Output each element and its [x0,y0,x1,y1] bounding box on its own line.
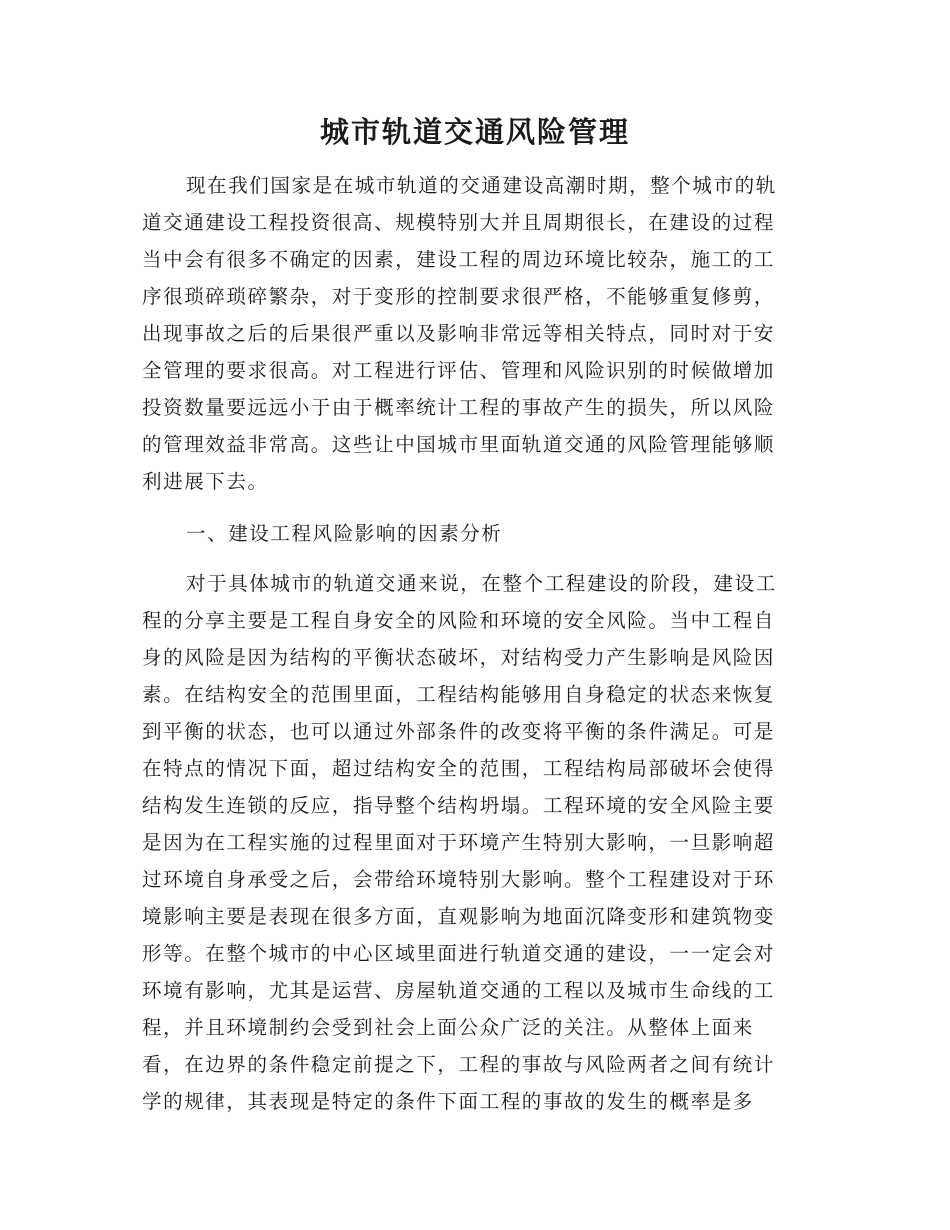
paragraph-line: 对于具体城市的轨道交通来说，在整个工程建设的阶段，建设工 [186,572,777,595]
paragraph-line: 形等。在整个城市的中心区域里面进行轨道交通的建设，一一定会对 [142,942,776,965]
paragraph-line: 程，并且环境制约会受到社会上面公众广泛的关注。从整体上面来 [142,1016,754,1039]
paragraph-line: 过环境自身承受之后，会带给环境特别大影响。整个工程建设对于环 [142,868,776,891]
paragraph-line: 投资数量要远远小于由于概率统计工程的事故产生的损失，所以风险 [142,396,776,419]
paragraph-line: 当中会有很多不确定的因素，建设工程的周边环境比较杂，施工的工 [142,248,776,271]
paragraph-line: 程的分享主要是工程自身安全的风险和环境的安全风险。当中工程自 [142,609,776,632]
paragraph-line: 环境有影响，尤其是运营、房屋轨道交通的工程以及城市生命线的工 [142,979,776,1002]
paragraph-line: 结构发生连锁的反应，指导整个结构坍塌。工程环境的安全风险主要 [142,794,776,817]
paragraph-line: 看，在边界的条件稳定前提之下，工程的事故与风险两者之间有统计 [142,1053,776,1076]
paragraph-line: 序很琐碎琐碎繁杂，对于变形的控制要求很严格，不能够重复修剪， [142,285,776,308]
paragraph-line: 身的风险是因为结构的平衡状态破坏，对结构受力产生影响是风险因 [142,646,776,669]
document-title: 城市轨道交通风险管理 [319,115,630,149]
paragraph-line: 道交通建设工程投资很高、规模特别大并且周期很长，在建设的过程 [142,211,776,234]
paragraph-line: 素。在结构安全的范围里面，工程结构能够用自身稳定的状态来恢复 [142,683,776,706]
paragraph-line: 的管理效益非常高。这些让中国城市里面轨道交通的风险管理能够顺 [142,433,776,456]
paragraph-line: 境影响主要是表现在很多方面，直观影响为地面沉降变形和建筑物变 [142,905,776,928]
paragraph-line: 全管理的要求很高。对工程进行评估、管理和风险识别的时候做增加 [142,359,776,382]
paragraph-2 [142,565,808,1120]
paragraph-line: 利进展下去。 [142,470,269,493]
paragraph-line: 到平衡的状态，也可以通过外部条件的改变将平衡的条件满足。可是 [142,720,776,743]
paragraph-line: 在特点的情况下面，超过结构安全的范围，工程结构局部破坏会使得 [142,757,776,780]
paragraph-line: 是因为在工程实施的过程里面对于环境产生特别大影响，一旦影响超 [142,831,776,854]
paragraph-line: 出现事故之后的后果很严重以及影响非常远等相关特点，同时对于安 [142,322,776,345]
paragraph-1 [142,167,808,500]
section-heading: 一、建设工程风险影响的因素分析 [186,522,503,545]
paragraph-line: 现在我们国家是在城市轨道的交通建设高潮时期，整个城市的轨 [186,174,777,197]
paragraph-line: 学的规律，其表现是特定的条件下面工程的事故的发生的概率是多 [142,1090,754,1113]
